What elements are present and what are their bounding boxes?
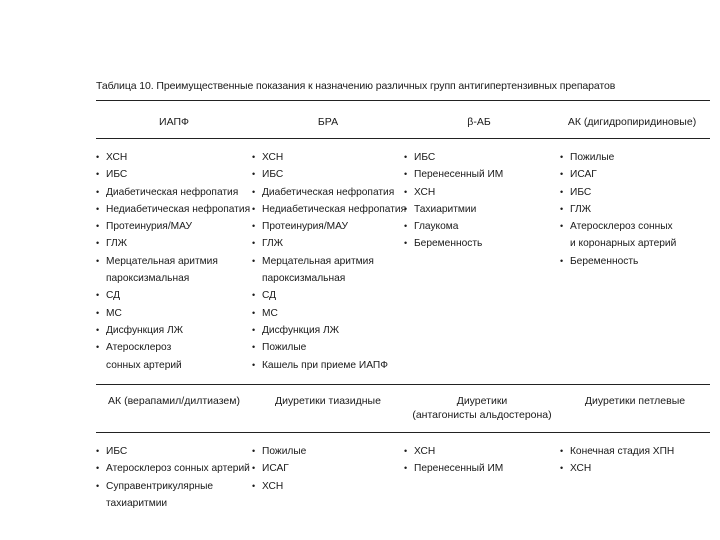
list-item: • Конечная стадия ХПН bbox=[560, 443, 674, 460]
list-item: • ИБС bbox=[404, 149, 503, 166]
rule-header-1 bbox=[96, 138, 710, 139]
list-item-line: • Мерцательная аритмия bbox=[262, 255, 374, 267]
header-ak-dhp: АК (дигидропиридиновые) bbox=[567, 116, 697, 128]
list-item: • ИБС bbox=[96, 166, 250, 183]
list-item: • Кашель при приеме ИАПФ bbox=[252, 357, 406, 374]
list-item: • Диабетическая нефропатия bbox=[252, 184, 406, 201]
list-item: • ХСН bbox=[252, 478, 306, 495]
list-item: • СД bbox=[252, 287, 406, 304]
list-item: • Недиабетическая нефропатия bbox=[96, 201, 250, 218]
list-item-line: • Мерцательная аритмия bbox=[106, 255, 218, 267]
list-item: • Беременность bbox=[560, 253, 676, 270]
list-item: • ИСАГ bbox=[560, 166, 676, 183]
list-item: • Дисфункция ЛЖ bbox=[96, 322, 250, 339]
header-line: АК (верапамил/дилтиазем) bbox=[108, 395, 240, 407]
list-item bbox=[96, 253, 250, 288]
header-beta-ab: β-АБ bbox=[467, 116, 491, 128]
list-item: • ХСН bbox=[404, 443, 503, 460]
header-iapf: ИАПФ bbox=[159, 116, 189, 128]
list-item: • ИБС bbox=[252, 166, 406, 183]
list-item bbox=[96, 478, 250, 513]
list-item: • ХСН bbox=[252, 149, 406, 166]
rule-top bbox=[96, 100, 710, 101]
list-item: • ИБС bbox=[560, 184, 676, 201]
header-aldosterone bbox=[404, 394, 560, 422]
list-item: • Диабетическая нефропатия bbox=[96, 184, 250, 201]
list-item: • Перенесенный ИМ bbox=[404, 166, 503, 183]
list-ak-dhp bbox=[560, 149, 676, 270]
list-item bbox=[560, 218, 676, 253]
list-item: • ХСН bbox=[404, 184, 503, 201]
header-line: Диуретики тиазидные bbox=[275, 395, 381, 407]
list-loop bbox=[560, 443, 674, 478]
table-title: Таблица 10. Преимущественные показания к назначению различных групп антигипертензивных препаратов bbox=[96, 80, 616, 92]
list-item: • ГЛЖ bbox=[252, 235, 406, 252]
header-bra: БРА bbox=[317, 116, 339, 128]
list-item-line: и коронарных артерий bbox=[570, 238, 677, 250]
list-item: • МС bbox=[96, 305, 250, 322]
list-item-line: сонных артерий bbox=[106, 359, 182, 371]
list-item: • ХСН bbox=[560, 460, 674, 477]
list-item-line: пароксизмальная bbox=[262, 273, 346, 285]
list-item: • ХСН bbox=[96, 149, 250, 166]
list-item: • Недиабетическая нефропатия bbox=[252, 201, 406, 218]
list-item bbox=[252, 253, 406, 288]
header-loop bbox=[560, 394, 710, 408]
list-item: • ГЛЖ bbox=[560, 201, 676, 218]
list-item: • СД bbox=[96, 287, 250, 304]
list-item: • ГЛЖ bbox=[96, 235, 250, 252]
list-item: • Протеинурия/МАУ bbox=[96, 218, 250, 235]
rule-header-2 bbox=[96, 432, 710, 433]
list-item: • Перенесенный ИМ bbox=[404, 460, 503, 477]
header-thiazide bbox=[252, 394, 404, 408]
list-item: • МС bbox=[252, 305, 406, 322]
list-item: • Дисфункция ЛЖ bbox=[252, 322, 406, 339]
list-aldosterone bbox=[404, 443, 503, 478]
list-item: • Тахиаритмии bbox=[404, 201, 503, 218]
list-item-line: • Атеросклероз сонных bbox=[570, 221, 673, 233]
list-item: • Атеросклероз сонных артерий bbox=[96, 460, 250, 477]
rule-mid bbox=[96, 384, 710, 385]
list-item: • Пожилые bbox=[560, 149, 676, 166]
list-item: • ИСАГ bbox=[252, 460, 306, 477]
list-beta-ab bbox=[404, 149, 503, 253]
list-item-line: • Суправентрикулярные bbox=[106, 480, 214, 492]
header-line: (антагонисты альдостерона) bbox=[412, 409, 552, 421]
list-ak-verapamil bbox=[96, 443, 250, 512]
list-item-line: пароксизмальная bbox=[106, 273, 190, 285]
list-item-line: • Атеросклероз bbox=[106, 342, 172, 354]
header-ak-verapamil bbox=[96, 394, 252, 408]
list-item: • Пожилые bbox=[252, 443, 306, 460]
list-item: • ИБС bbox=[96, 443, 250, 460]
list-item: • Глаукома bbox=[404, 218, 503, 235]
list-item bbox=[96, 339, 250, 374]
list-item: • Пожилые bbox=[252, 339, 406, 356]
header-line: Диуретики bbox=[456, 395, 508, 407]
list-item-line: тахиаритмии bbox=[106, 497, 168, 509]
list-iapf bbox=[96, 149, 250, 374]
list-bra bbox=[252, 149, 406, 374]
list-item: • Протеинурия/МАУ bbox=[252, 218, 406, 235]
header-line: Диуретики петлевые bbox=[584, 395, 686, 407]
list-item: • Беременность bbox=[404, 235, 503, 252]
list-thiazide bbox=[252, 443, 306, 495]
